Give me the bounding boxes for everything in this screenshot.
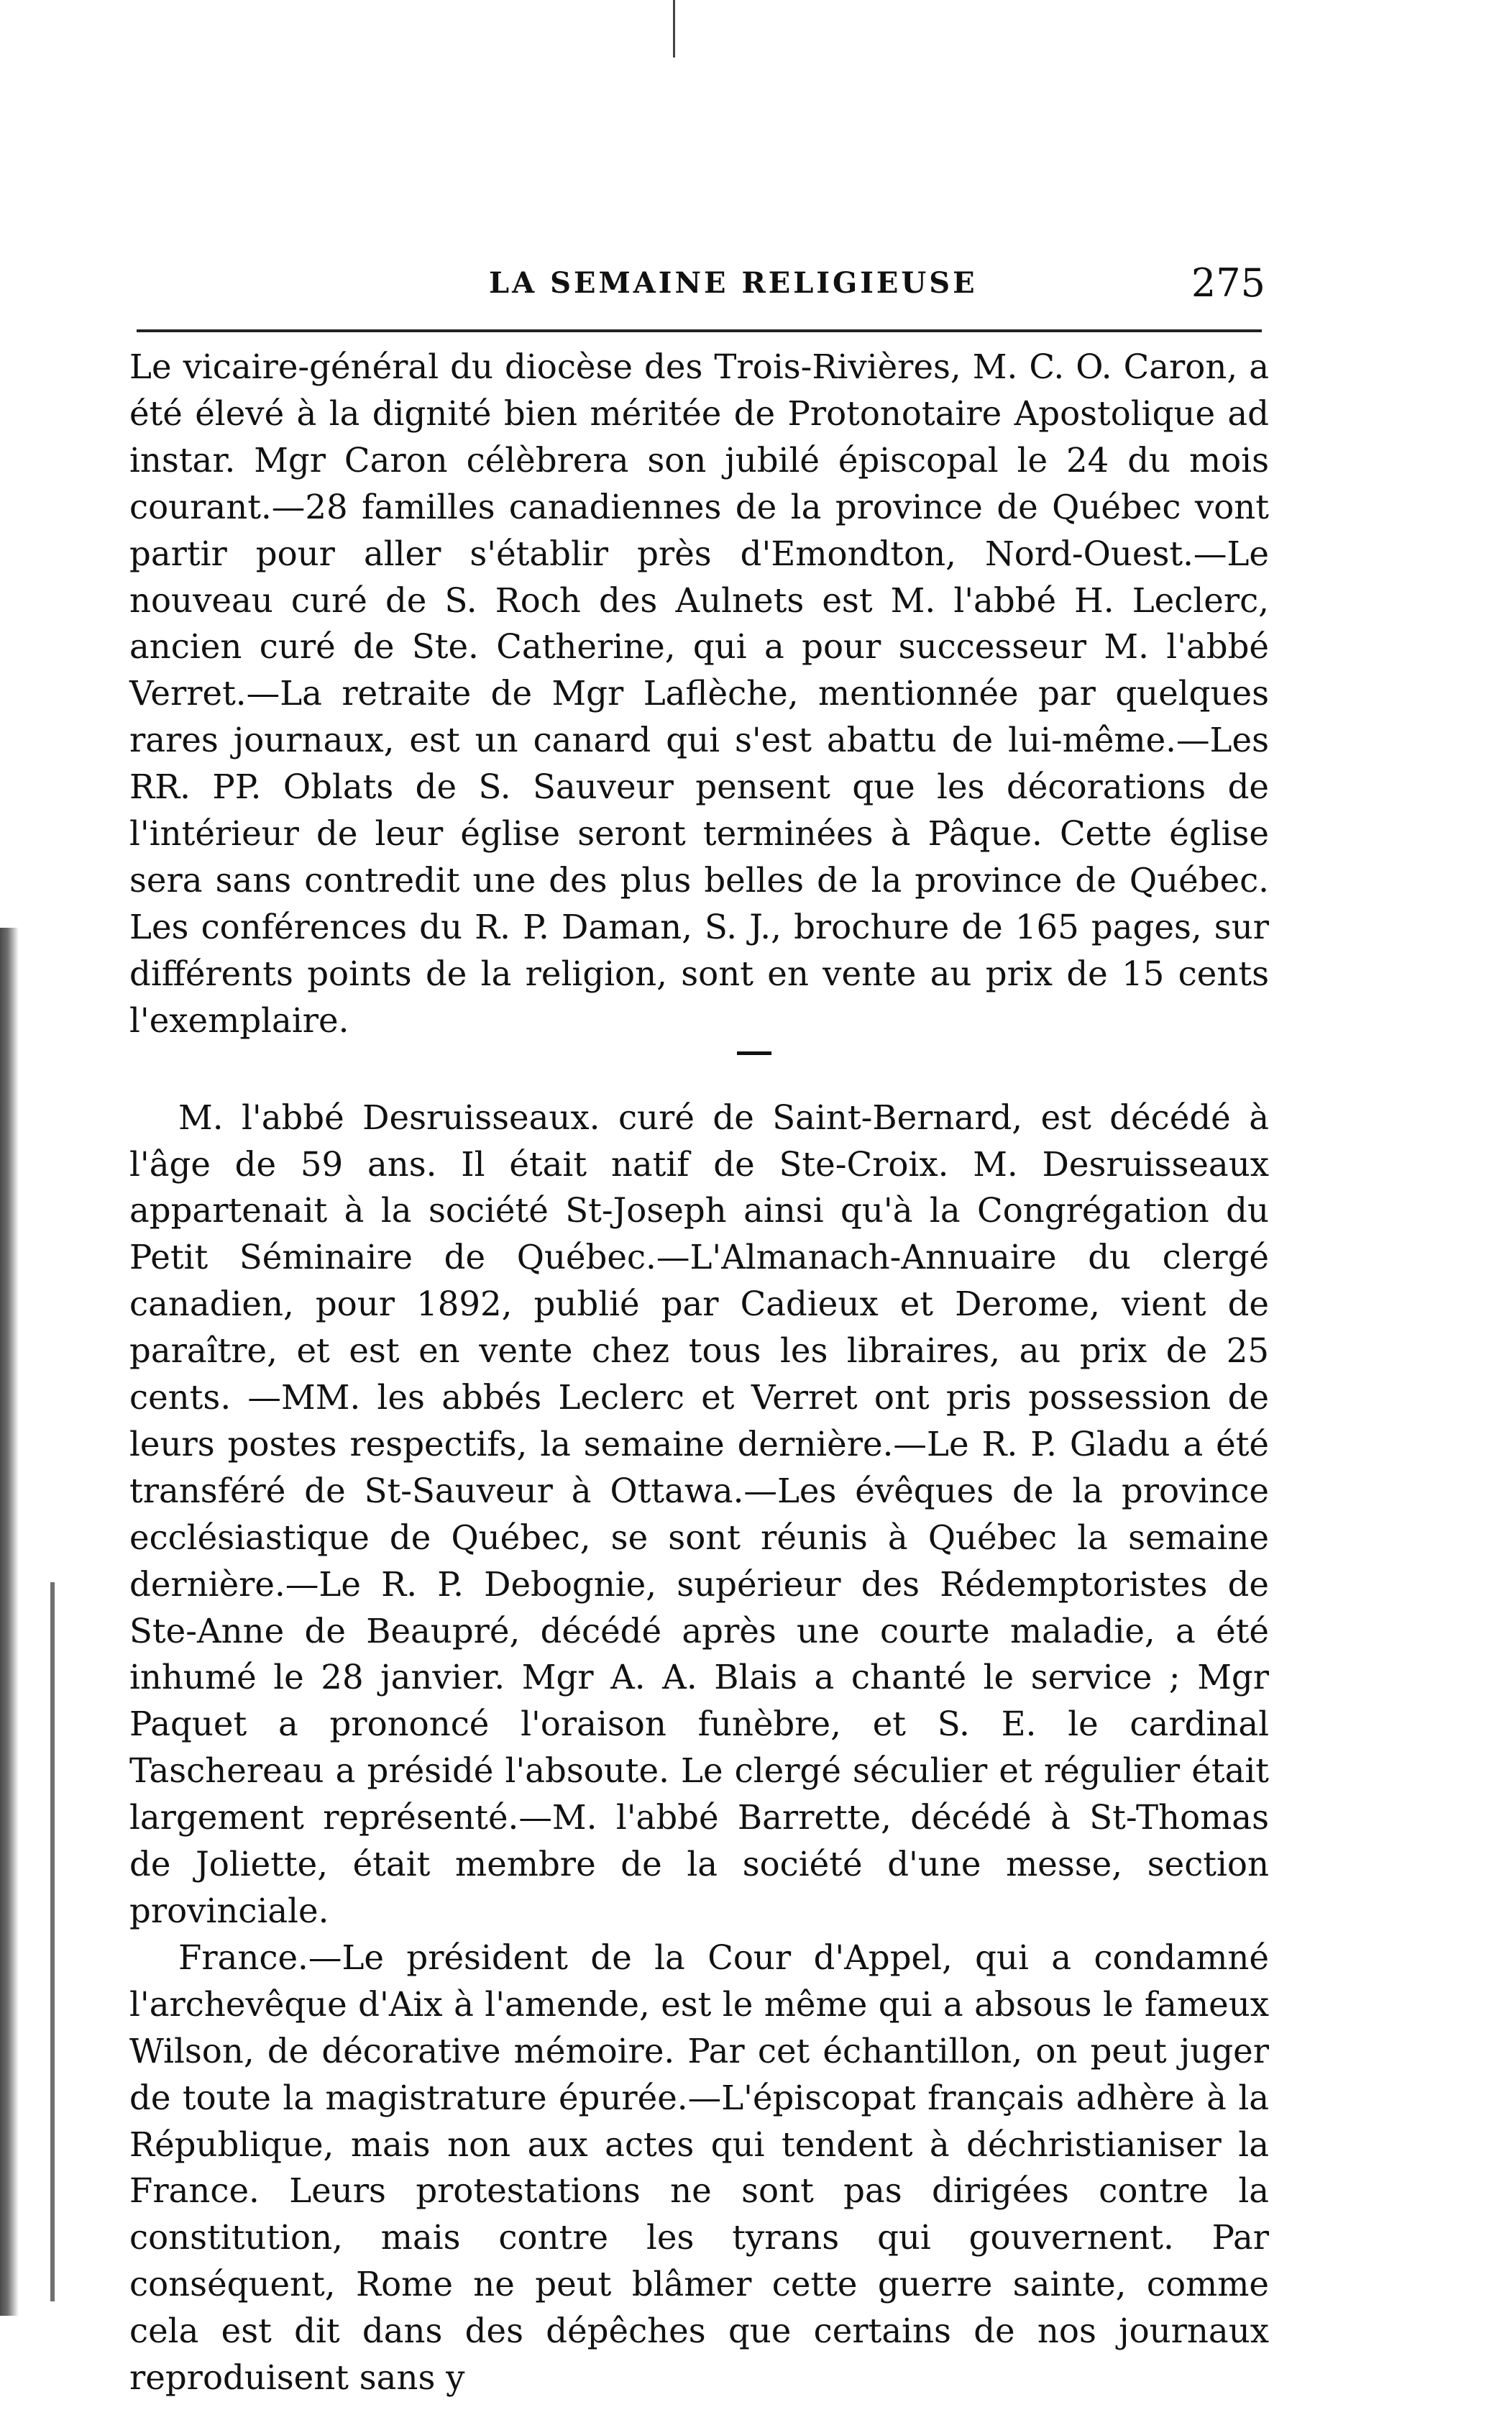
scan-mark [673,0,675,58]
section-separator [129,1044,1269,1095]
page-number: 275 [1191,260,1265,306]
running-title: LA SEMAINE RELIGIEUSE [489,266,978,300]
paragraph-france: France.—Le président de la Cour d'Appel, qui a condamné l'archevêque d'Aix à l'amende, est le même qui a absous le fameux Wilson, de décorative mémoire. Par cet échantillon, on peut juger de toute la magistrature épurée.—L'épiscopat français adhère à la République, mais non aux actes qui tendent à déchristianiser la France. Leurs protestations ne sont pas dirigées contre la constitution, mais contre les tyrans qui gouvernent. Par conséquent, Rome ne peut blâmer cette guerre sainte, comme cela est dit dans des dépêches que certains de nos journaux reproduisent sans y [129,1937,1269,2398]
running-head [129,260,1265,316]
scan-edge-line [50,1582,55,2301]
scan-edge-shadow [0,928,19,2316]
header-rule [137,329,1262,332]
paragraph-canada-news: Le vicaire-général du diocèse des Trois-Rivières, M. C. O. Caron, a été élevé à la dignité bien méritée de Protonotaire Apostolique ad instar. Mgr Caron célèbrera son jubilé épiscopal le 24 du mois courant.—28 familles canadiennes de la province de Québec vont partir pour aller s'établir près d'Emondton, Nord-Ouest.—Le nouveau curé de S. Roch des Aulnets est M. l'abbé H. Leclerc, ancien curé de Ste. Catherine, qui a pour successeur M. l'abbé Verret.—La retraite de Mgr Laflèche, mentionnée par quelques rares journaux, est un canard qui s'est abattu de lui-même.—Les RR. PP. Oblats de S. Sauveur pensent que les décorations de l'intérieur de leur église seront terminées à Pâque. Cette église sera sans contredit une des plus belles de la province de Québec. Les conférences du R. P. Daman, S. J., brochure de 165 pages, sur différents points de la religion, sont en vente au prix de 15 cents l'exemplaire. [129,347,1269,1040]
body-text [129,344,1269,2401]
paragraph-obituaries: M. l'abbé Desruisseaux. curé de Saint-Bernard, est décédé à l'âge de 59 ans. Il était natif de Ste-Croix. M. Desruisseaux appartenait à la société St-Joseph ainsi qu'à la Congrégation du Petit Séminaire de Québec.—L'Almanach-Annuaire du clergé canadien, pour 1892, publié par Cadieux et Derome, vient de paraître, et est en vente chez tous les libraires, au prix de 25 cents. —MM. les abbés Leclerc et Verret ont pris possession de leurs postes respectifs, la semaine dernière.—Le R. P. Gladu a été transféré de St-Sauveur à Ottawa.—Les évêques de la province ecclésiastique de Québec, se sont réunis à Québec la semaine dernière.—Le R. P. Debognie, supérieur des Rédemptoristes de Ste-Anne de Beaupré, décédé après une courte maladie, a été inhumé le 28 janvier. Mgr A. A. Blais a chanté le service ; Mgr Paquet a prononcé l'oraison funèbre, et S. E. le cardinal Taschereau a présidé l'absoute. Le clergé séculier et régulier était largement représenté.—M. l'abbé Barrette, décédé à St-Thomas de Joliette, était membre de la société d'une messe, section provinciale. [129,1097,1269,1930]
